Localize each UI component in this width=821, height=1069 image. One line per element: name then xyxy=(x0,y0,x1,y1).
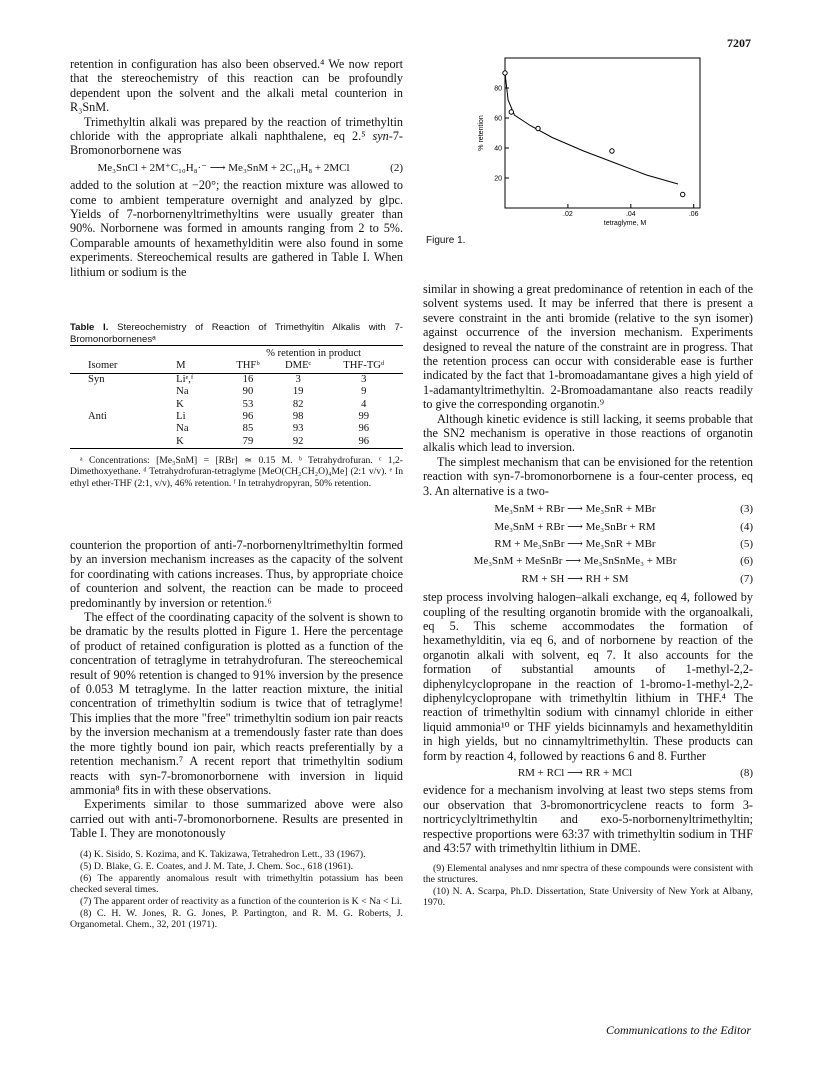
text: -7-Bromonorbornene was xyxy=(70,129,403,158)
table-cell: 3 xyxy=(295,373,301,385)
table-cell: Syn xyxy=(88,373,105,385)
data-point xyxy=(509,110,513,114)
paragraph: counterion the proportion of anti-7-norbornenyltrimethyltin formed by an inversion mechanism increases as the capacity of the solvent for coordinating with cations increases. Thus, by appropriate choice of counterion and solvent, the reaction can be made to proceed predominantly by inversion or retention.⁶ xyxy=(70,538,403,610)
equation-number: (6) xyxy=(740,555,753,568)
paragraph: added to the solution at −20°; the reaction mixture was allowed to come to ambient temperature overnight and analyzed by glpc. Yields of 7-norbornenyltrimethyltins were usually greater than 90%. Norbornene was formed in amounts ranging from 2 to 5%. Comparable amounts of hexamethylditin were also found in some experiments. Stereochemical results are gathered in Table I. When lithium or sodium is the xyxy=(70,178,403,279)
section-signature: Communications to the Editor xyxy=(606,1023,751,1037)
table-super-header: % retention in product xyxy=(266,348,362,359)
equation-number: (7) xyxy=(740,572,753,585)
table-row xyxy=(70,373,403,386)
footnotes-right xyxy=(423,863,753,908)
table-cell: 96 xyxy=(242,411,254,423)
footnote: (5) D. Blake, G. E. Coates, and J. M. Tate, J. Chem. Soc., 618 (1961). xyxy=(80,860,354,872)
equation xyxy=(423,572,753,586)
equation-number: (2) xyxy=(390,161,403,174)
y-tick-label: 80 xyxy=(494,85,502,93)
table-cell: 9 xyxy=(361,386,367,398)
figure-1-chart xyxy=(470,50,720,230)
y-tick-label: 20 xyxy=(494,175,502,183)
footnote: (10) N. A. Scarpa, Ph.D. Dissertation, State University of New York at Albany, 1970. xyxy=(423,886,753,909)
equation xyxy=(423,502,753,516)
table-footnote: ᵃ Concentrations: [Me₃SnM] = [RBr] ≃ 0.15 M. ᵇ Tetrahydrofuran. ᶜ 1,2-Dimethoxyethane. ᵈ Tetrahydrofuran-tetraglyme [MeO(CH₂CH₂O)₄Me] (2:1 v/v). ᵉ In ethyl ether-THF (2:1, v/v), 46% retention. ᶠ In tetrahydropyran, 50% retention. xyxy=(70,455,403,489)
left-column-bottom xyxy=(70,538,403,931)
paragraph: similar in showing a great predominance of retention in each of the solvent systems used. It may be inferred that there is present a severe constraint in the anti bromide (relative to the syn isomer) against occurrence of the inversion mechanism. Experiments designed to reveal the nature of the constraint are in progress. That the retention process can occur with considerable ease is further indicated by the fact that 1-bromoadamantane gives a high yield of 1-adamantyltrimethyltin. 2-Bromoadamantane also reacts readily to give the corresponding organotin.⁹ xyxy=(423,282,753,412)
equation xyxy=(423,766,753,780)
table-header-row xyxy=(70,360,403,373)
results-table xyxy=(70,345,403,449)
table-cell: 96 xyxy=(358,423,370,435)
equation-expression: Me₃SnM + RBr ⟶ Me₃SnR + MBr xyxy=(494,503,656,516)
x-axis-label: tetraglyme, M xyxy=(603,220,647,227)
text: syn xyxy=(372,129,389,144)
y-tick-label: 40 xyxy=(494,145,502,153)
table-cell: 79 xyxy=(242,435,254,447)
table-header-cell: DMEᶜ xyxy=(285,360,312,372)
x-tick-label: .06 xyxy=(688,211,699,218)
table-row xyxy=(70,423,403,435)
table-cell: 90 xyxy=(242,386,254,398)
table-header-cell: M xyxy=(176,360,186,372)
right-column xyxy=(423,282,753,909)
footnote: (9) Elemental analyses and nmr spectra of these compounds were consistent with the structures. xyxy=(423,863,753,886)
table-header-cell: Isomer xyxy=(88,360,118,372)
equation-expression: Me₃SnM + MeSnBr ⟶ Me₃SnSnMe₃ + MBr xyxy=(473,555,677,568)
y-tick-label: 60 xyxy=(494,115,502,123)
left-column-top xyxy=(70,57,403,279)
table-cell xyxy=(70,386,156,398)
footnote: (8) C. H. W. Jones, R. G. Jones, P. Partington, and R. M. G. Roberts, J. Organometal. Chem., 32, 201 (1971). xyxy=(70,907,403,930)
data-point xyxy=(610,149,614,153)
table-cell: K xyxy=(176,398,184,410)
paragraph: retention in configuration has also been observed.⁴ We now report that the stereochemistry of this reaction can be profoundly dependent upon the solvent and the alkali metal counterion in R₃SnM. xyxy=(70,57,403,115)
footnote: (4) K. Sisido, S. Kozima, and K. Takizawa, Tetrahedron Lett., 33 (1967). xyxy=(80,848,366,860)
table-cell: 19 xyxy=(292,386,304,398)
table-cell xyxy=(70,423,156,435)
equation-number: (5) xyxy=(740,537,753,550)
equation xyxy=(423,520,753,534)
table-cell: 92 xyxy=(292,435,304,447)
table-cell: K xyxy=(176,435,184,447)
footnotes-left xyxy=(70,849,403,930)
table-cell: 98 xyxy=(292,411,304,423)
table-cell: Anti xyxy=(88,411,107,423)
table-header-cell: THFᵇ xyxy=(236,360,260,372)
table-cell: 4 xyxy=(361,398,367,410)
data-point xyxy=(503,71,507,75)
equation-expression: Me₃SnM + RBr ⟶ Me₃SnBr + RM xyxy=(494,520,656,533)
table-cell xyxy=(70,436,156,449)
table-cell: 85 xyxy=(242,423,254,435)
equation-expression: RM + RCl ⟶ RR + MCl xyxy=(517,767,633,779)
paragraph xyxy=(70,115,403,158)
equation xyxy=(423,537,753,551)
table-body xyxy=(70,373,403,448)
table-header-cell: THF-TGᵈ xyxy=(343,360,385,372)
table-caption-text: Stereochemistry of Reaction of Trimethyltin Alkalis with 7-Bromonorbornenesᵃ xyxy=(70,322,403,345)
figure-caption: Figure 1. xyxy=(426,235,466,246)
equation xyxy=(70,161,403,175)
x-tick-label: .02 xyxy=(563,211,573,218)
table-caption xyxy=(70,322,403,345)
text: Trimethyltin alkali was prepared by the reaction of trimethyltin chloride with the appropriate alkali naphthalene, eq 2.⁵ xyxy=(70,114,403,144)
table-cell xyxy=(70,399,156,411)
y-axis-label: % retention xyxy=(478,115,485,151)
chart-frame xyxy=(505,58,700,208)
paragraph: Experiments similar to those summarized above were also carried out with anti-7-bromonorbornene. Results are presented in Table I. They are monotonously xyxy=(70,797,403,841)
paragraph: The effect of the coordinating capacity of the solvent is shown to be dramatic by the results plotted in Figure 1. Here the percentage of product of retained configuration is plotted as a function of the concentration of tetraglyme in tetrahydrofuran. The stereochemical result of 90% retention is changed to 91% inversion by the presence of 0.053 M tetraglyme. In the latter reaction mixture, the initial concentration of trimethyltin sodium is twice that of tetraglyme! This implies that the more "free" trimethyltin sodium ion pair reacts by the inversion mechanism at a tremendously faster rate than does the more tightly bound ion pair, which reacts preferentially by a retention mechanism.⁷ A recent report that trimethyltin sodium reacts with syn-7-bromonorbornene with inversion in liquid ammonia⁸ fits in with these observations. xyxy=(70,610,403,797)
table-row xyxy=(70,411,403,423)
table-cell: 93 xyxy=(292,423,304,435)
page-number: 7207 xyxy=(727,36,751,50)
paragraph: The simplest mechanism that can be envisioned for the retention reaction with syn-7-bromonorbornene is a four-center process, eq 3. An alternative is a two- xyxy=(423,454,753,498)
data-point xyxy=(681,192,685,196)
table-row xyxy=(70,386,403,398)
table-row xyxy=(70,436,403,449)
equation-expression: RM + SH ⟶ RH + SM xyxy=(521,572,629,585)
data-point xyxy=(536,126,540,130)
table-cell: 96 xyxy=(358,435,370,447)
footnote: (7) The apparent order of reactivity as a function of the counterion is K < Na < Li. xyxy=(80,895,403,907)
equation xyxy=(423,554,753,568)
table-block xyxy=(70,322,403,489)
table-cell: 82 xyxy=(292,398,304,410)
table-row xyxy=(70,399,403,411)
table-cell: 99 xyxy=(358,411,370,423)
equation-number: (8) xyxy=(740,767,753,779)
paragraph: evidence for a mechanism involving at least two steps stems from our observation that 3-bromonortricyclene reacts to form 3-nortricyclyltrimethyltin and exo-5-norbornenyltrimethyltin; respective proportions were 63:37 with trimethyltin sodium in THF and 43:57 with trimethyltin lithium in DME. xyxy=(423,783,753,856)
equation-number: (4) xyxy=(740,520,753,533)
table-cell: 3 xyxy=(361,373,367,385)
table-cell: Na xyxy=(176,386,189,398)
table-cell: Na xyxy=(176,423,189,435)
table-cell: 53 xyxy=(242,398,254,410)
equation-expression: Me₃SnCl + 2M⁺C₁₀H₈·⁻ ⟶ Me₃SnM + 2C₁₀H₈ + 2MCl xyxy=(97,161,350,174)
table-cell: 16 xyxy=(242,373,254,385)
paragraph: step process involving halogen–alkali exchange, eq 4, followed by coupling of the resulting organotin bromide with the organoalkali, eq 5. This scheme accommodates the formation of hexamethylditin, via eq 6, and of norbornene by reaction of the organotin alkali with solvent, eq 7. It also accounts for the formation of substantial amounts of 1-methyl-2,2-diphenylcyclopropane in the reaction of 1-bromo-1-methyl-2,2-diphenylcyclopropane with trimethyltin lithium in THF.⁴ The reaction of trimethyltin sodium with cinnamyl chloride in either liquid ammonia¹⁰ or THF yields bicinnamyls and hexamethylditin in high yields, but no cinnamyltrimethyltin. These products can form by reaction 4, followed by reactions 6 and 8. Further xyxy=(423,590,753,763)
equation-group xyxy=(423,502,753,586)
table-cell: Liᵉ,ᶠ xyxy=(176,373,194,385)
paragraph: Although kinetic evidence is still lacking, it seems probable that the SN2 mechanism is operative in those reactions of organotin alkalis which lead to inversion. xyxy=(423,411,753,455)
equation-number: (3) xyxy=(740,503,753,516)
table-label: Table I. xyxy=(70,322,109,333)
table-cell: Li xyxy=(176,411,186,423)
x-tick-label: .04 xyxy=(625,211,636,218)
equation-expression: RM + Me₃SnBr ⟶ Me₃SnR + MBr xyxy=(494,537,656,550)
fit-curve xyxy=(505,73,678,184)
footnote: (6) The apparently anomalous result with trimethyltin potassium has been checked several times. xyxy=(70,872,403,895)
